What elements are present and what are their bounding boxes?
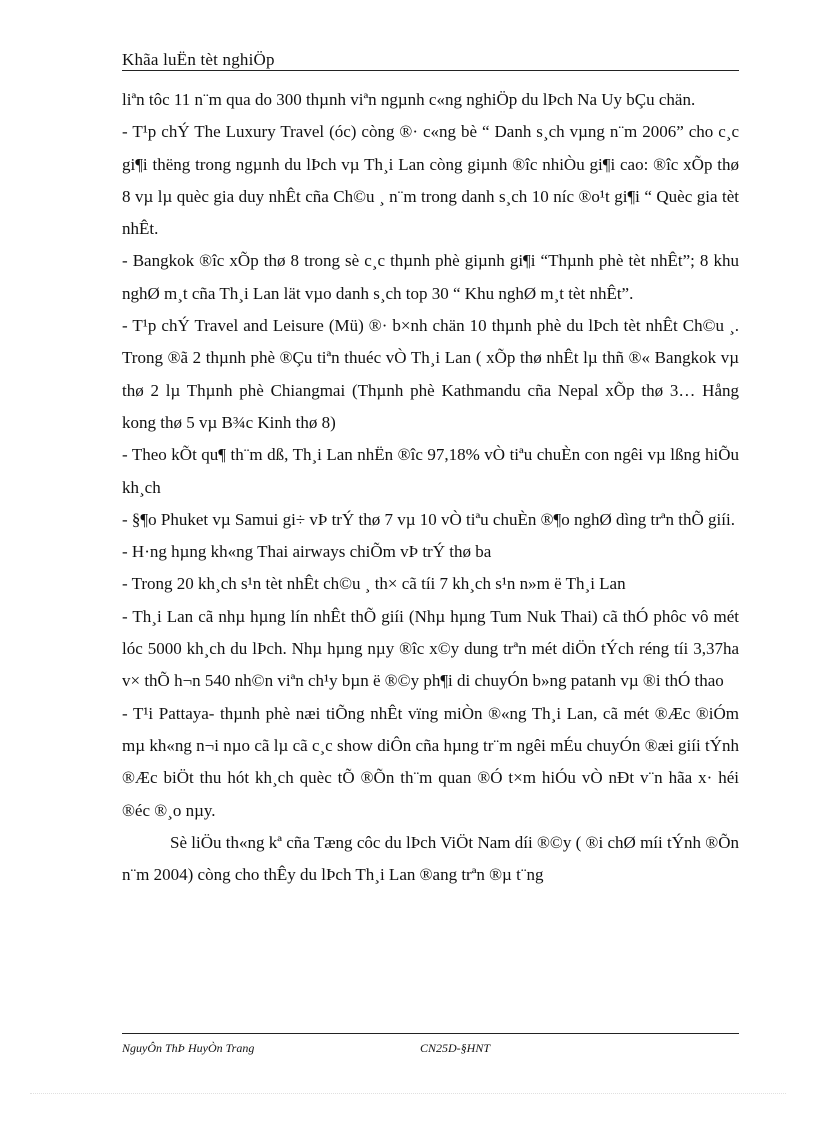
page-header-title: Khãa luËn tèt nghiÖp bbox=[122, 50, 275, 69]
document-body bbox=[122, 84, 739, 891]
paragraph-9: - Th¸i Lan cã nhµ hµng lín nhÊt thÕ giíi (Nhµ hµng Tum Nuk Thai) cã thÓ phôc vô mét lóc 5000 kh¸ch du lÞch. Nhµ hµng nµy ®îc x©y dung trªn mét diÖn tÝch réng tíi 3,37ha v× thÕ h¬n 540 nh©n viªn ch¹y bµn ë ®©y ph¶i di chuyÓn b»ng patanh vµ ®i thÓ thao bbox=[122, 606, 739, 691]
paragraph-11: Sè liÖu th«ng kª cña Tæng côc du lÞch ViÖt Nam díi ®©y ( ®i chØ míi tÝnh ®Õn n¨m 2004) còng cho thÊy du lÞch Th¸i Lan ®ang trªn ®µ t¨ng bbox=[122, 832, 739, 885]
paragraph-6: - §¶o Phuket vµ Samui gi÷ vÞ trÝ thø 7 vµ 10 vÒ tiªu chuÈn ®¶o nghØ dìng trªn thÕ giíi. bbox=[122, 509, 735, 529]
paragraph-10: - T¹i Pattaya- thµnh phè næi tiÕng nhÊt vïng miÒn ®«ng Th¸i Lan, cã mét ®Æc ®iÓm mµ kh«ng n¬i nµo cã lµ cã c¸c show diÔn cña hµng tr¨m ngêi mÉu chuyÓn ®æi giíi tÝnh ®Æc biÖt thu hót kh¸ch quèc tÕ ®Õn th¨m quan ®Ó t×m hiÓu vÒ nÐt v¨n hãa x· héi ®éc ®¸o nµy. bbox=[122, 703, 739, 820]
paragraph-4: - T¹p chÝ Travel and Leisure (Mü) ®· b×nh chän 10 thµnh phè du lÞch tèt nhÊt Ch©u ¸. Trong ®ã 2 thµnh phè ®Çu tiªn thuéc vÒ Th¸i Lan ( xÕp thø nhÊt lµ thñ ®« Bangkok vµ thø 2 lµ Thµnh phè Chiangmai (Thµnh phè Kathmandu cña Nepal xÕp thø 3… Hång kong thø 5 vµ B¾c Kinh thø 8) bbox=[122, 316, 739, 432]
header-divider bbox=[122, 70, 739, 71]
paragraph-8: - Trong 20 kh¸ch s¹n tèt nhÊt ch©u ¸ th× cã tíi 7 kh¸ch s¹n n»m ë Th¸i Lan bbox=[122, 574, 626, 594]
page-boundary-line bbox=[30, 1093, 786, 1094]
paragraph-1: liªn tôc 11 n¨m qua do 300 thµnh viªn ngµnh c«ng nghiÖp du lÞch Na Uy bÇu chän. bbox=[122, 90, 696, 109]
footer-divider bbox=[122, 1033, 739, 1034]
paragraph-3: - Bangkok ®îc xÕp thø 8 trong sè c¸c thµnh phè giµnh gi¶i “Thµnh phè tèt nhÊt”; 8 khu nghØ m¸t cña Th¸i Lan lät vµo danh s¸ch top 30 “ Khu nghØ m¸t tèt nhÊt”. bbox=[122, 251, 739, 303]
footer-class-code: CN25D-§HNT bbox=[420, 1041, 491, 1055]
footer-author: NguyÔn ThÞ HuyÒn Trang bbox=[122, 1041, 255, 1055]
paragraph-2: - T¹p chÝ The Luxury Travel (óc) còng ®· c«ng bè “ Danh s¸ch vµng n¨m 2006” cho c¸c gi¶i thëng trong ngµnh du lÞch vµ Th¸i Lan còng giµnh ®îc nhiÒu gi¶i cao: ®îc xÕp thø 8 vµ lµ quèc gia duy nhÊt cña Ch©u ¸ n¨m trong danh s¸ch 10 níc ®o¹t gi¶i “ Quèc gia tèt nhÊt. bbox=[122, 122, 739, 239]
paragraph-7: - H·ng hµng kh«ng Thai airways chiÕm vÞ trÝ thø ba bbox=[122, 542, 492, 562]
paragraph-5: - Theo kÕt qu¶ th¨m dß, Th¸i Lan nhËn ®îc 97,18% vÒ tiªu chuÈn con ngêi vµ lßng hiÕu kh¸ch bbox=[122, 445, 739, 497]
